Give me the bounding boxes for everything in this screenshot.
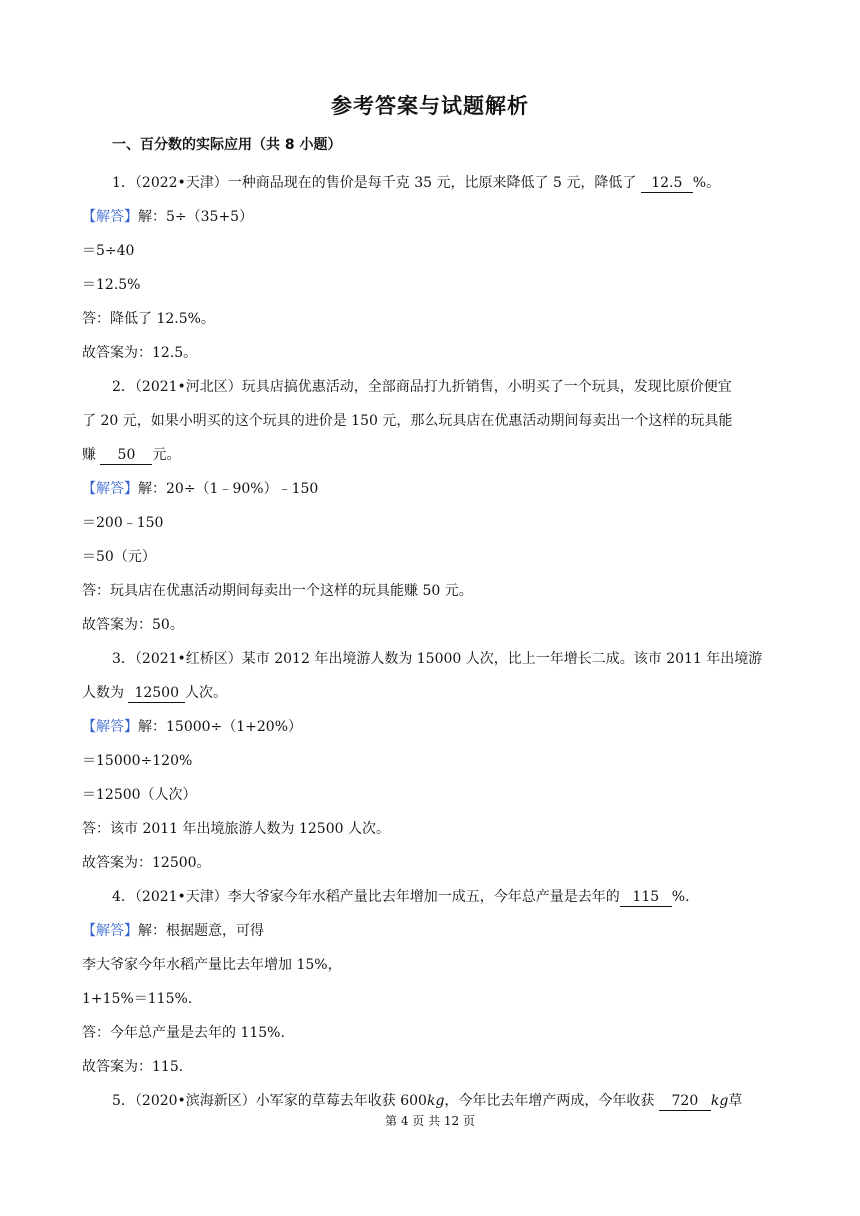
answer-blank-3: 12500 (128, 684, 185, 703)
solution-line: ＝200﹣150 (82, 515, 164, 531)
answer-blank-1: 12.5 (641, 174, 693, 193)
answer-blank-2: 50 (100, 446, 152, 465)
question-2-stem: 赚 50 元。 (82, 447, 181, 463)
solution-line: 答：该市 2011 年出境旅游人数为 12500 人次。 (82, 821, 390, 837)
solution-line: ＝5÷40 (82, 243, 135, 259)
solution-line: 答：降低了 12.5%。 (82, 311, 215, 327)
answer-blank-5: 720 (659, 1092, 711, 1111)
solution-line: ＝12500（人次） (82, 787, 197, 803)
solution-line: ＝50（元） (82, 549, 156, 565)
section-title: 一、百分数的实际应用（共 8 小题） (112, 137, 342, 153)
solution-line: 故答案为：12500。 (82, 855, 211, 871)
solution-line: 【解答】解：根据题意，可得 (82, 923, 264, 939)
solution-line: ＝12.5% (82, 277, 141, 293)
solution-line: 答：玩具店在优惠活动期间每卖出一个这样的玩具能赚 50 元。 (82, 583, 473, 599)
page-title: 参考答案与试题解析 (331, 94, 529, 118)
answer-tag: 【解答】 (82, 209, 138, 225)
answer-blank-4: 115 (620, 888, 672, 907)
solution-line: 【解答】解：5÷（35+5） (82, 209, 254, 225)
solution-line: 答：今年总产量是去年的 115%. (82, 1025, 285, 1041)
solution-line: 【解答】解：20÷（1﹣90%）﹣150 (82, 481, 319, 497)
answer-tag: 【解答】 (82, 923, 138, 939)
question-1-stem: 1．（2022•天津）一种商品现在的售价是每千克 35 元，比原来降低了 5 元，降低了 12.5 %。 (112, 175, 721, 191)
solution-line: 故答案为：12.5。 (82, 345, 198, 361)
question-2-stem: 2．（2021•河北区）玩具店搞优惠活动，全部商品打九折销售，小明买了一个玩具，发现比原价便宜 (112, 379, 732, 395)
solution-line: 【解答】解：15000÷（1+20%） (82, 719, 303, 735)
page-footer: 第 4 页 共 12 页 (385, 1114, 475, 1128)
answer-tag: 【解答】 (82, 719, 138, 735)
question-4-stem: 4．（2021•天津）李大爷家今年水稻产量比去年增加一成五，今年总产量是去年的 115 %. (112, 889, 690, 905)
question-3-stem: 3．（2021•红桥区）某市 2012 年出境游人数为 15000 人次，比上一年增长二成。该市 2011 年出境游 (112, 651, 763, 667)
solution-line: 故答案为：115. (82, 1059, 184, 1075)
question-3-stem: 人数为 12500 人次。 (82, 685, 227, 701)
document-body (82, 166, 782, 1118)
question-2-stem: 了 20 元，如果小明买的这个玩具的进价是 150 元，那么玩具店在优惠活动期间每卖出一个这样的玩具能 (82, 413, 733, 429)
solution-line: ＝15000÷120% (82, 753, 193, 769)
solution-line: 故答案为：50。 (82, 617, 184, 633)
question-5-stem: 5．（2020•滨海新区）小军家的草莓去年收获 600kg，今年比去年增产两成，今年收获 720 kg草 (112, 1093, 743, 1109)
solution-line: 李大爷家今年水稻产量比去年增加 15%， (82, 957, 342, 973)
answer-tag: 【解答】 (82, 481, 138, 497)
solution-line: 1+15%＝115%. (82, 991, 193, 1007)
